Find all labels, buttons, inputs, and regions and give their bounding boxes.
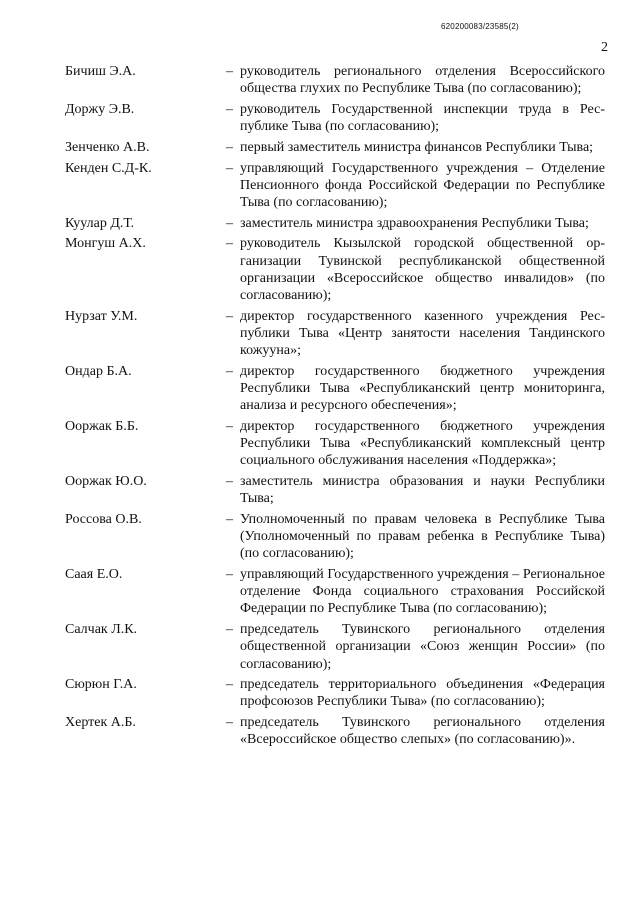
member-name: Сюрюн Г.А.: [65, 677, 137, 693]
dash-separator: –: [226, 139, 233, 155]
list-item: [65, 511, 605, 563]
member-name: Саая Е.О.: [65, 566, 123, 582]
list-item: [65, 63, 605, 97]
list-item: [65, 235, 605, 304]
list-item: [65, 566, 605, 618]
list-item: [65, 473, 605, 507]
member-position: управляющий Государственного учреждения – Отделение Пенсионного фонда Российской Федерации по Республике Тыва (по согласованию);: [240, 160, 605, 210]
member-name: Ондар Б.А.: [65, 363, 132, 379]
member-name: Куулар Д.Т.: [65, 215, 135, 231]
member-name: Бичиш Э.А.: [65, 64, 136, 79]
list-item: [65, 139, 605, 156]
member-name: Нурзат У.М.: [65, 308, 138, 324]
member-name: Кенден С.Д-К.: [65, 160, 152, 176]
member-name: Доржу Э.В.: [65, 101, 135, 117]
member-position: председатель Тувинского регионального отделения общественной организации «Союз женщин России» (по согласованию);: [240, 622, 605, 672]
member-name: Салчак Л.К.: [65, 622, 138, 638]
member-name: Ооржак Б.Б.: [65, 418, 139, 434]
dash-separator: –: [226, 566, 233, 582]
dash-separator: –: [226, 101, 233, 117]
member-name: Зенченко А.В.: [65, 139, 150, 155]
member-position: Уполномоченный по правам человека в Республике Тыва (Уполномоченный по правам ребенка в Республике Тыва) (по согласованию);: [240, 511, 605, 562]
dash-separator: –: [226, 473, 233, 489]
member-name: Россова О.В.: [65, 511, 142, 527]
member-name: Хертек А.Б.: [65, 715, 136, 731]
dash-separator: –: [226, 236, 233, 252]
list-item: [65, 215, 605, 232]
dash-separator: –: [226, 363, 233, 379]
member-position: руководитель Кызылской городской общественной организации Тувинской республиканской общественной организации «Всероссийское общество инвалидов» (по согласованию);: [240, 236, 605, 303]
member-name: Монгуш А.Х.: [65, 236, 146, 252]
list-item: [65, 160, 605, 212]
list-item: [65, 363, 605, 415]
dash-separator: –: [226, 677, 233, 693]
page-number: 2: [601, 40, 608, 55]
dash-separator: –: [226, 511, 233, 527]
document-code: 620200083/23585(2): [441, 22, 519, 31]
member-list: [65, 63, 605, 752]
list-item: [65, 418, 605, 470]
member-position: первый заместитель министра финансов Республики Тыва;: [240, 139, 594, 155]
member-position: заместитель министра здравоохранения Республики Тыва;: [240, 215, 589, 231]
dash-separator: –: [226, 215, 233, 231]
member-position: директор государственного казенного учреждения Республики Тыва «Центр занятости населения Тандинского кожууна»;: [240, 308, 605, 359]
list-item: [65, 308, 605, 360]
member-position: руководитель регионального отделения Всероссийского общества глухих по Республике Тыва (по согласованию);: [240, 64, 605, 97]
dash-separator: –: [226, 64, 233, 79]
member-position: руководитель Государственной инспекции труда в Республике Тыва (по согласованию);: [240, 101, 605, 135]
list-item: [65, 621, 605, 673]
member-position: председатель территориального объединения «Федерация профсоюзов Республики Тыва» (по согласованию);: [240, 677, 605, 710]
member-position: председатель Тувинского регионального отделения «Всероссийское общество слепых» (по согласованию)».: [240, 715, 605, 748]
member-position: директор государственного бюджетного учреждения Республики Тыва «Республиканский комплексный центр социального обслуживания населения «Поддержка»;: [240, 418, 605, 469]
list-item: [65, 101, 605, 135]
dash-separator: –: [226, 160, 233, 176]
dash-separator: –: [226, 622, 233, 638]
member-name: Ооржак Ю.О.: [65, 473, 147, 489]
dash-separator: –: [226, 715, 233, 731]
list-item: [65, 714, 605, 748]
member-position: директор государственного бюджетного учреждения Республики Тыва «Республиканский центр мониторинга, анализа и ресурсного обеспечения»;: [240, 363, 605, 414]
dash-separator: –: [226, 308, 233, 324]
member-position: управляющий Государственного учреждения – Региональное отделение Фонда социального страхования Российской Федерации по Республике Тыва (по согласованию);: [240, 566, 605, 617]
member-position: заместитель министра образования и науки Республики Тыва;: [240, 473, 605, 507]
dash-separator: –: [226, 418, 233, 434]
list-item: [65, 676, 605, 710]
